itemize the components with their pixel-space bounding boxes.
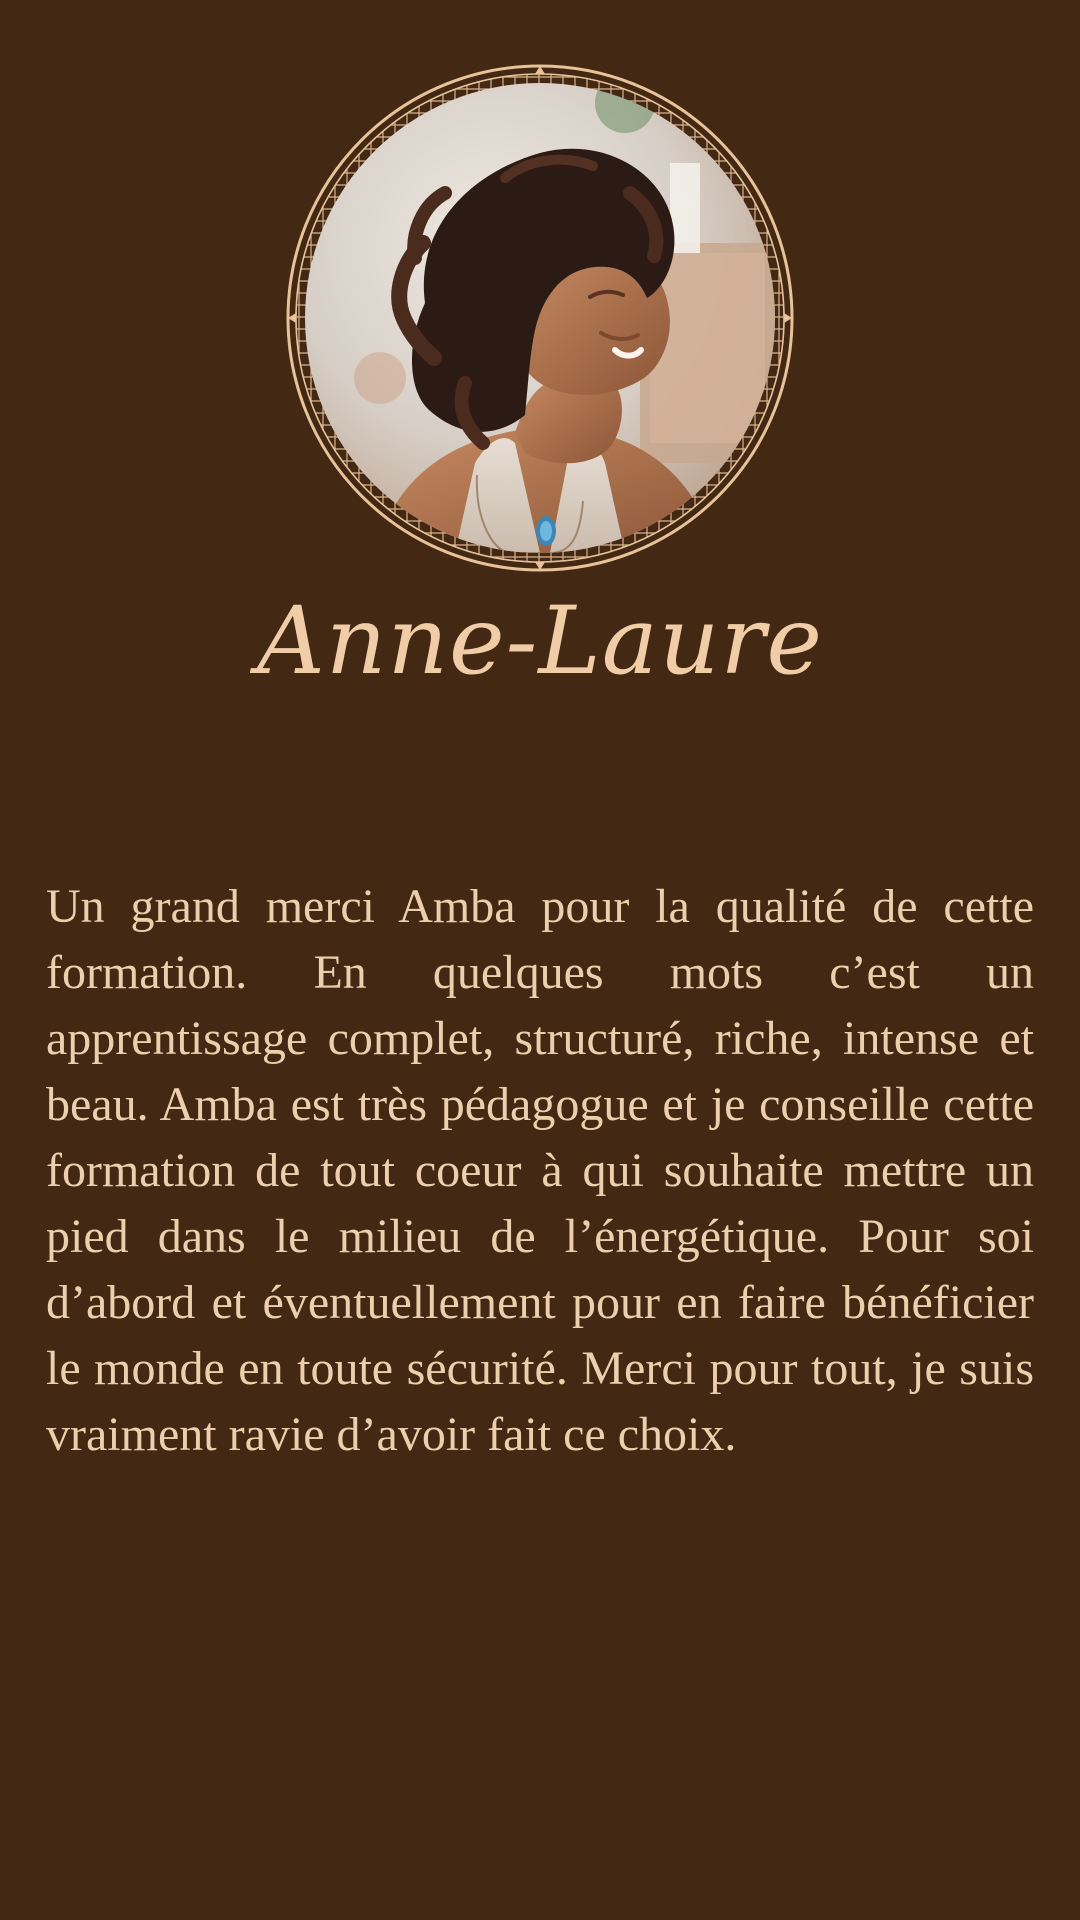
testimonial-text: Un grand merci Amba pour la qualité de cette formation. En quelques mots c’est un apprentissage complet, structuré, riche, intense et beau. Amba est très pédagogue et je conseille cette formation de tout coeur à qui souhaite mettre un pied dans le milieu de l’énergétique. Pour soi d’abord et éventuellement pour en faire bénéficier le monde en toute sécurité. Merci pour tout, je suis vraiment ravie d’avoir fait ce choix.	[46, 880, 1034, 1461]
avatar-photo	[305, 83, 775, 553]
profile-avatar	[281, 59, 799, 577]
woman-portrait-icon	[305, 83, 775, 553]
testimonial-author-name: Anne-Laure	[257, 587, 823, 696]
